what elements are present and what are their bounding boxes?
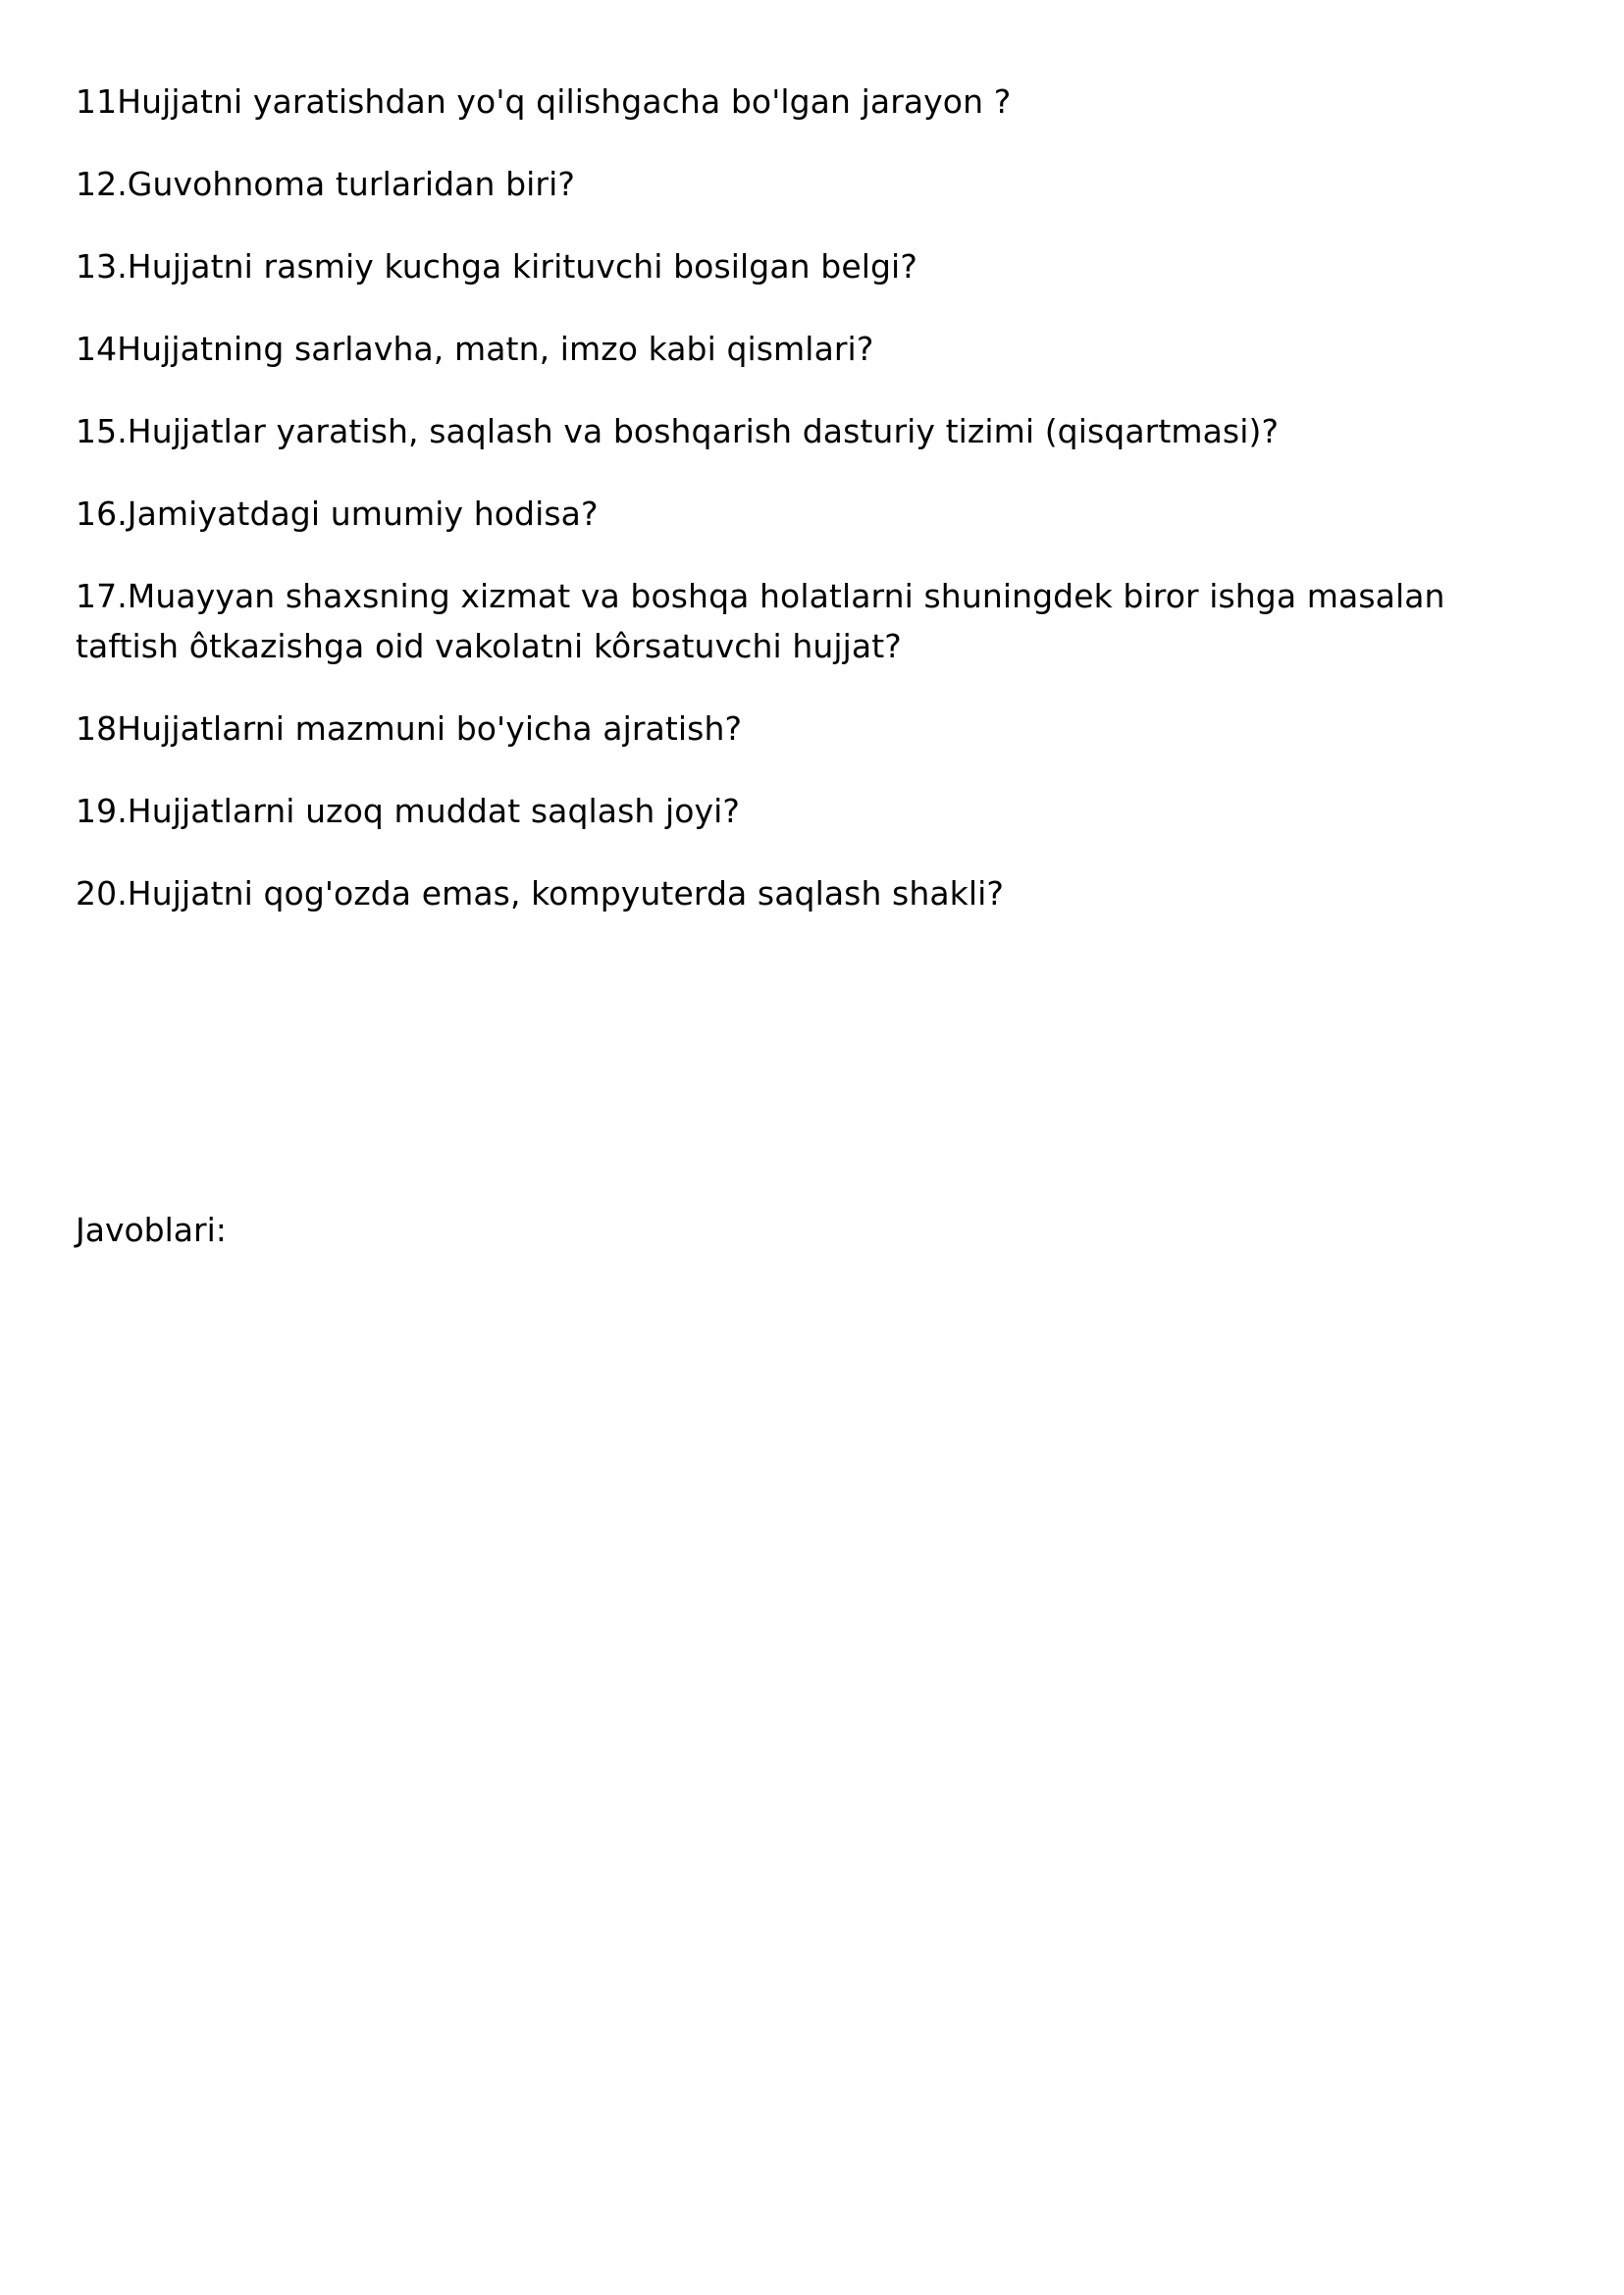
question-list (76, 77, 1528, 951)
question-item: 12.Guvohnoma turlaridan biri? (76, 165, 575, 203)
question-item: 16.Jamiyatdagi umumiy hodisa? (76, 495, 599, 533)
question-item: 14Hujjatning sarlavha, matn, imzo kabi qismlari? (76, 330, 874, 368)
question-item: 13.Hujjatni rasmiy kuchga kirituvchi bosilgan belgi? (76, 247, 917, 286)
question-item: 20.Hujjatni qog'ozda emas, kompyuterda saqlash shakli? (76, 874, 1005, 913)
question-item: 18Hujjatlarni mazmuni bo'yicha ajratish? (76, 709, 743, 748)
question-item: 15.Hujjatlar yaratish, saqlash va boshqarish dasturiy tizimi (qisqartmasi)? (76, 412, 1280, 450)
answers-label: Javoblari: (76, 1211, 227, 1249)
question-item: 19.Hujjatlarni uzoq muddat saqlash joyi? (76, 792, 741, 830)
question-item: 11Hujjatni yaratishdan yo'q qilishgacha bo'lgan jarayon ? (76, 82, 1012, 121)
question-item: 17.Muayyan shaxsning xizmat va boshqa holatlarni shuningdek biror ishga masalan taftish ôtkazishga oid vakolatni kôrsatuvchi hujjat? (76, 577, 1445, 665)
